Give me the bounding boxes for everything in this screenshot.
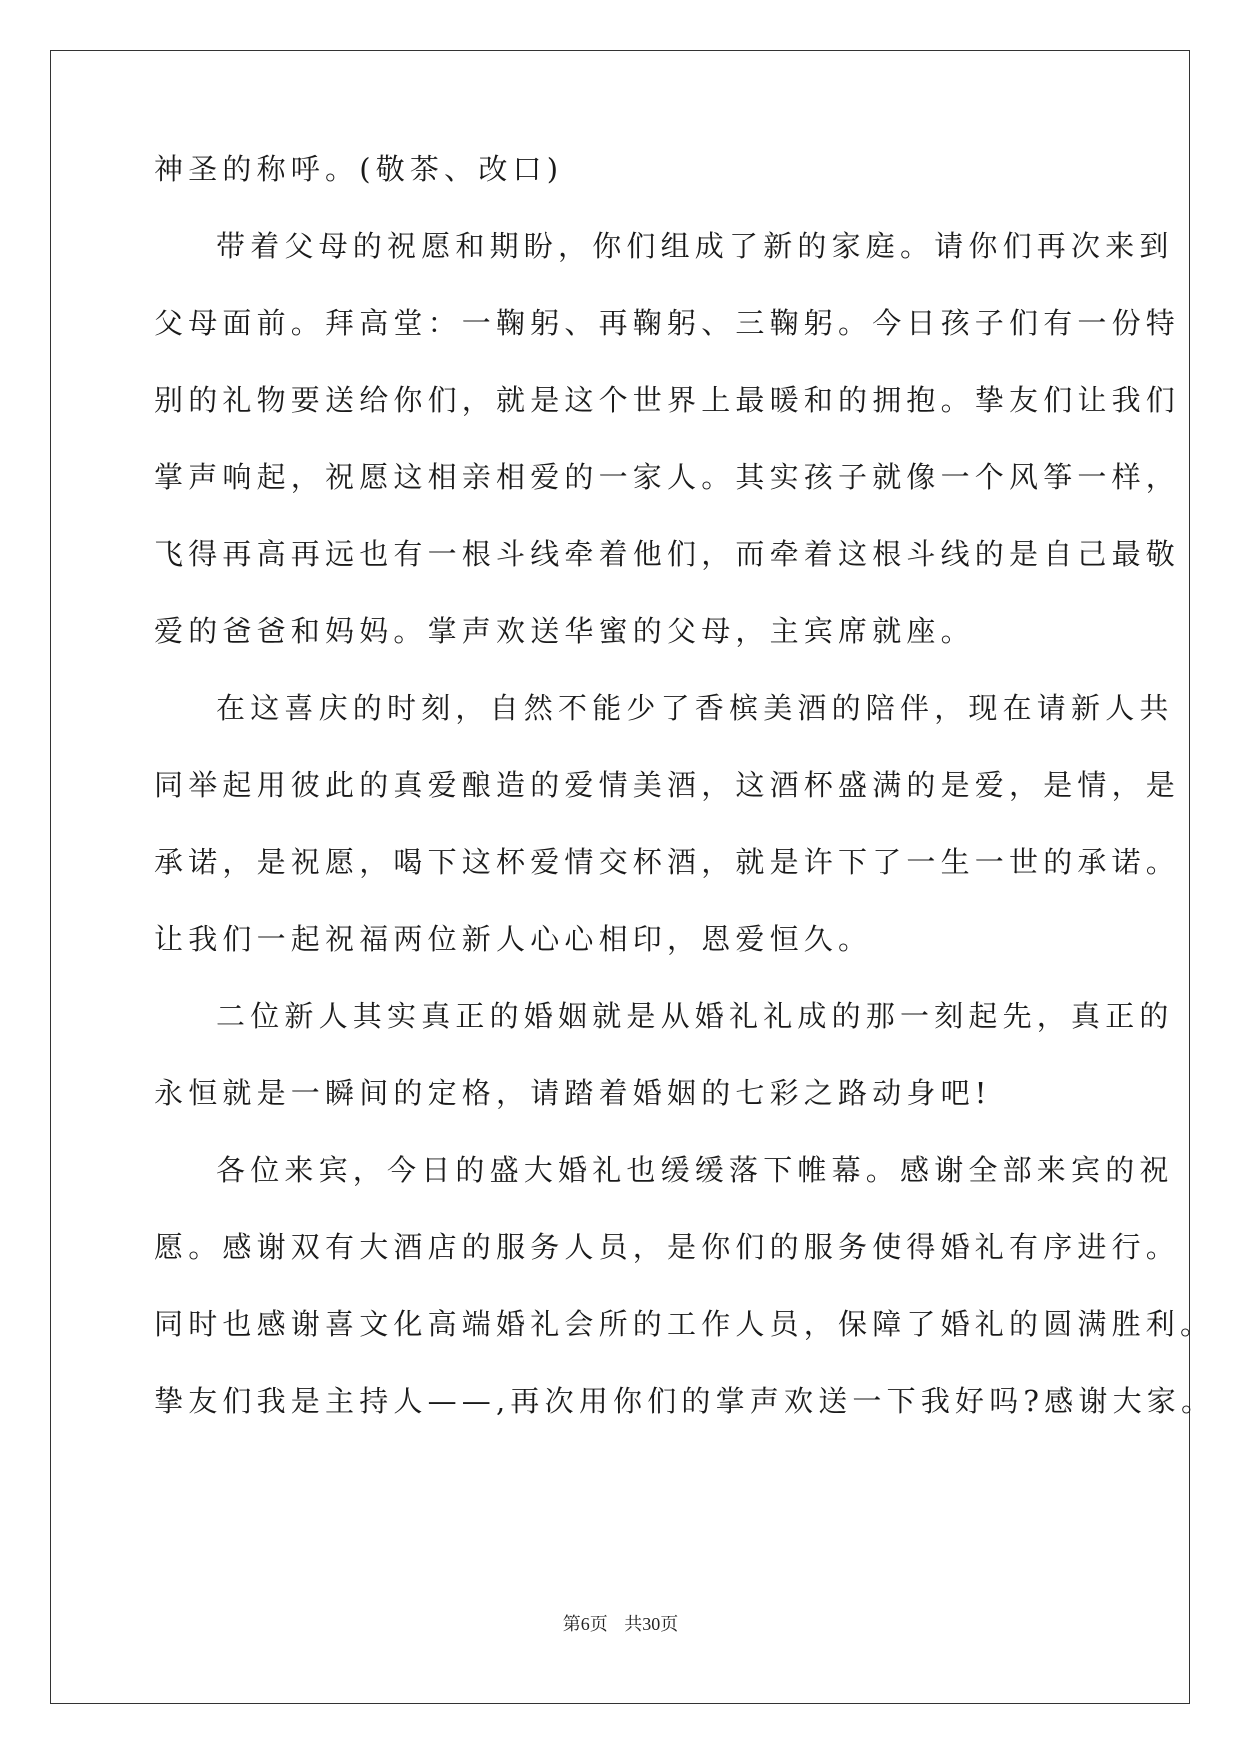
text-line: 承诺，是祝愿，喝下这杯爱情交杯酒，就是许下了一生一世的承诺。 (154, 845, 1181, 879)
text-line: 父母面前。拜高堂：一鞠躬、再鞠躬、三鞠躬。今日孩子们有一份特 (154, 306, 1181, 340)
text-line: 同时也感谢喜文化高端婚礼会所的工作人员，保障了婚礼的圆满胜利。 (154, 1307, 1215, 1341)
text-line: 神圣的称呼。(敬茶、改口) (154, 152, 564, 186)
paragraph-start-line: 各位来宾，今日的盛大婚礼也缓缓落下帷幕。感谢全部来宾的祝 (216, 1153, 1174, 1187)
paragraph-start-line: 带着父母的祝愿和期盼，你们组成了新的家庭。请你们再次来到 (216, 229, 1174, 263)
text-line: 同举起用彼此的真爱酿造的爱情美酒，这酒杯盛满的是爱，是情，是 (154, 768, 1181, 802)
paragraph-start-line: 在这喜庆的时刻，自然不能少了香槟美酒的陪伴，现在请新人共 (216, 691, 1174, 725)
text-line: 永恒就是一瞬间的定格，请踏着婚姻的七彩之路动身吧! (154, 1076, 992, 1110)
text-line: 让我们一起祝福两位新人心心相印，恩爱恒久。 (154, 922, 873, 956)
total-pages: 共30页 (624, 1614, 679, 1634)
page-footer (0, 1610, 1241, 1636)
text-line: 愿。感谢双有大酒店的服务人员，是你们的服务使得婚礼有序进行。 (154, 1230, 1181, 1264)
text-line: 飞得再高再远也有一根斗线牵着他们，而牵着这根斗线的是自己最敬 (154, 537, 1181, 571)
text-line: 别的礼物要送给你们，就是这个世界上最暖和的拥抱。挚友们让我们 (154, 383, 1181, 417)
page-number: 第6页 (562, 1614, 608, 1634)
text-line: 掌声响起，祝愿这相亲相爱的一家人。其实孩子就像一个风筝一样， (154, 460, 1181, 494)
paragraph-start-line: 二位新人其实真正的婚姻就是从婚礼礼成的那一刻起先，真正的 (216, 999, 1174, 1033)
text-line: 爱的爸爸和妈妈。掌声欢送华蜜的父母，主宾席就座。 (154, 614, 975, 648)
text-line: 挚友们我是主持人——,再次用你们的掌声欢送一下我好吗?感谢大家。 (154, 1384, 1216, 1418)
